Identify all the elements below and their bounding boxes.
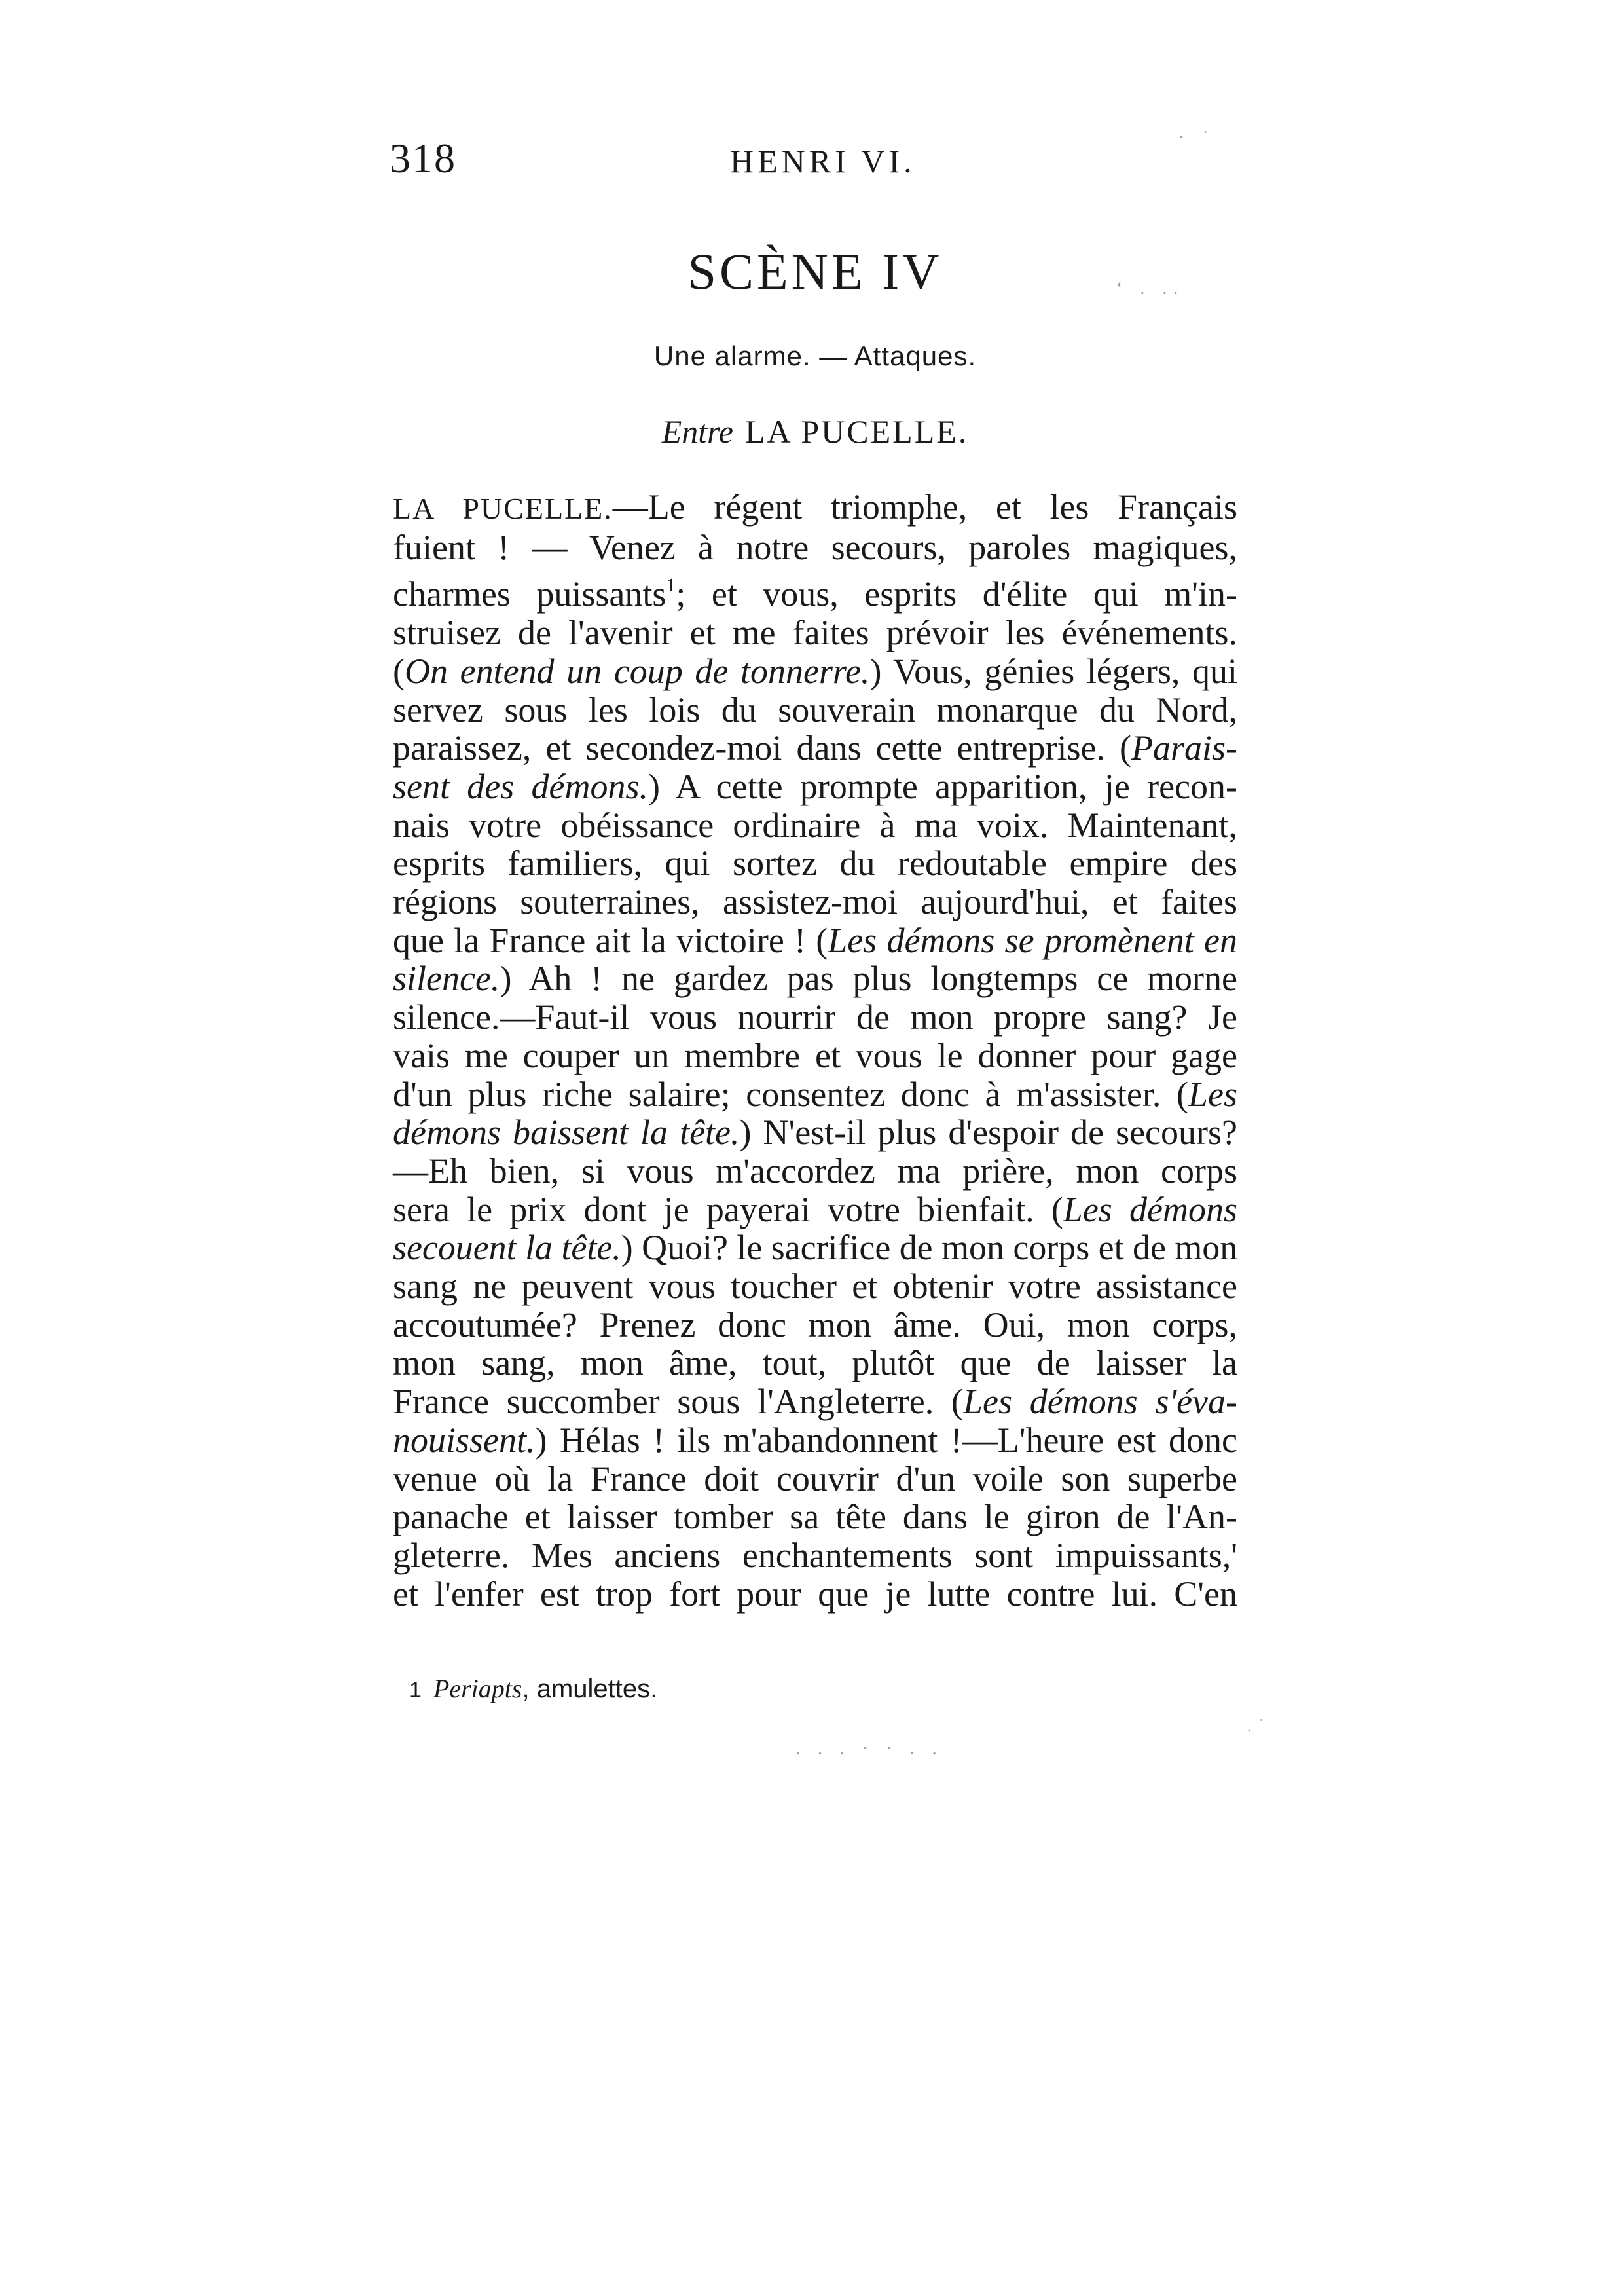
text-line: sang ne peuvent vous toucher et obtenir votre assistance [393,1267,1237,1306]
text-line: servez sous les lois du souverain monarque du Nord, [393,690,1237,730]
stage-note: Parais- [1131,728,1237,768]
text-line: mon sang, mon âme, tout, plutôt que de laisser la [393,1343,1237,1383]
text-line: fuient ! — Venez à notre secours, paroles magiques, [393,527,1237,567]
text-line: que la France ait la victoire ! (Les démons se promènent en [393,920,1237,960]
text-line: (On entend un coup de tonnerre.) Vous, génies légers, qui [393,651,1237,691]
stage-note: Les démons [1063,1189,1237,1229]
text-line: venue où la France doit couvrir d'un voile son superbe [393,1458,1237,1498]
stage-note: Les démons s'éva- [962,1382,1237,1422]
print-speck: · ˙ [1178,128,1215,148]
footnote-mark: 1 [409,1678,422,1703]
speaker-name: LA PUCELLE. [393,492,613,525]
footnote-text: , amulettes. [522,1675,658,1703]
entrance-character: LA PUCELLE. [744,413,969,450]
text-line: sent des démons.) A cette prompte apparition, je recon- [393,766,1238,806]
text-line: charmes puissants$^1$; et vous, esprits d'élite qui m'in- [393,574,1238,614]
running-head [390,134,1247,187]
text-line: nais votre obéissance ordinaire à ma voix. Maintenant, [393,805,1237,845]
text-line: secouent la tête.) Quoi? le sacrifice de mon corps et de mon [393,1228,1238,1268]
footnote-reference: 1 [666,574,676,597]
text-line: struisez de l'avenir et me faites prévoir les événements. [393,613,1237,653]
page-number: 318 [390,135,456,181]
stage-note: sent des démons. [393,766,649,806]
entrance-direction [390,413,1241,451]
stage-note: Les démons se promènent en [828,920,1237,960]
footnote [409,1673,657,1704]
text-line: sera le prix dont je payerai votre bienfait. (Les démons [393,1189,1237,1229]
text-line: démons baissent la tête.) N'est-il plus d'espoir de secours? [393,1113,1237,1153]
text-line: accoutumée? Prenez donc mon âme. Oui, mon corps, [393,1305,1237,1344]
print-speck: ‘ . .. [1116,278,1185,299]
scene-title: SCÈNE IV [687,243,943,300]
text-line: vais me couper un membre et vous le donner pour gage [393,1035,1237,1075]
stage-note: Les [1188,1074,1237,1114]
text-line: France succomber sous l'Angleterre. (Les démons s'éva- [393,1382,1237,1422]
footnote-term: Periapts [433,1674,522,1703]
text-line: silence.—Faut-il vous nourrir de mon propre sang? Je [393,997,1237,1037]
stage-note: On entend un coup de tonnerre. [404,651,870,691]
stage-direction: Une alarme. — Attaques. [653,341,977,371]
text-line: paraissez, et secondez-moi dans cette entreprise. (Parais- [393,728,1237,768]
running-title: HENRI VI. [730,143,916,179]
text-line: régions souterraines, assistez-moi aujourd'hui, et faites [393,882,1237,922]
text-line: —Eh bien, si vous m'accordez ma prière, mon corps [393,1151,1237,1191]
print-speck: .˙ [1247,1716,1271,1736]
text-line: gleterre. Mes anciens enchantements sont impuissants,' [393,1535,1237,1575]
speech-paragraph [393,488,1237,1613]
print-speck: . . . · · . . [795,1739,943,1759]
stage-note: démons baissent la tête. [393,1113,740,1153]
text-line: nouissent.) Hélas ! ils m'abandonnent !—L'heure est donc [393,1420,1237,1460]
text-line: silence.) Ah ! ne gardez pas plus longtemps ce morne [393,959,1237,999]
text-line: panache et laisser tomber sa tête dans le giron de l'An- [393,1497,1237,1537]
entrance-verb: Entre [661,413,733,450]
stage-note: nouissent. [393,1420,536,1460]
text-line: d'un plus riche salaire; consentez donc à m'assister. (Les [393,1074,1237,1114]
stage-note: silence. [393,959,500,999]
text-line: et l'enfer est trop fort pour que je lutte contre lui. C'en [393,1574,1237,1614]
stage-note: secouent la tête. [393,1228,621,1268]
text-line: LA PUCELLE.—Le régent triomphe, et les Français [393,487,1237,527]
text-line: esprits familiers, qui sortez du redoutable empire des [393,843,1237,883]
